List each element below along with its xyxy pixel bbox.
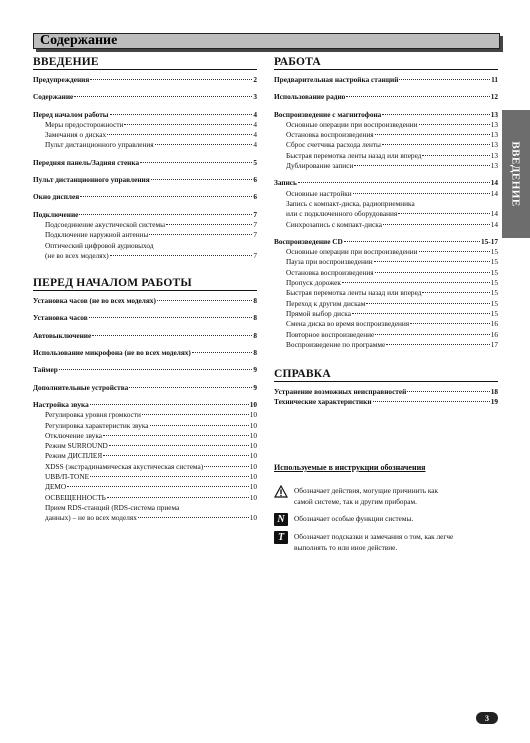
toc-entry-label: ОСВЕЩЕННОСТЬ	[45, 492, 106, 502]
toc-leader-dots	[107, 134, 252, 135]
toc-list	[274, 387, 498, 408]
toc-leader-dots	[375, 272, 490, 273]
toc-entry-label: Прием RDS-станций (RDS-система приема	[45, 502, 180, 512]
tip-icon-glyph: T	[277, 532, 285, 543]
toc-section-operation	[274, 56, 498, 350]
legend-item-tip	[274, 531, 498, 553]
toc-entry-page: 14	[490, 209, 498, 219]
toc-entry-label: Технические характеристики	[274, 397, 372, 407]
page-number: 3	[485, 713, 489, 723]
toc-entry-page: 14	[490, 219, 498, 229]
toc-leader-dots	[129, 387, 252, 388]
toc-leader-dots	[192, 352, 252, 353]
toc-entry	[33, 503, 257, 513]
toc-entry-label: Содержание	[33, 92, 74, 102]
toc-entry-label: Использование микрофона (не во всех моделях)	[33, 348, 191, 358]
toc-leader-dots	[374, 261, 490, 262]
toc-entry-page: 10	[249, 420, 257, 430]
toc-entry-label: Устранение возможных неисправностей	[274, 387, 407, 397]
toc-entry	[33, 313, 257, 323]
toc-entry-label: Переход к другим дискам	[286, 298, 366, 308]
toc-leader-dots	[346, 96, 489, 97]
toc-leader-dots	[79, 214, 252, 215]
toc-entry	[33, 92, 257, 102]
toc-entry	[274, 140, 498, 150]
toc-entry	[274, 209, 498, 219]
toc-leader-dots	[90, 79, 252, 80]
toc-entry-page: 10	[249, 430, 257, 440]
toc-leader-dots	[67, 486, 249, 487]
toc-leader-dots	[354, 165, 489, 166]
toc-leader-dots	[399, 79, 490, 80]
toc-entry-label: данных) – не во всех моделях	[45, 513, 137, 523]
legend-title: Используемые в инструкции обозначения	[274, 463, 426, 472]
toc-entry	[274, 299, 498, 309]
toc-section-reference	[274, 368, 498, 408]
toc-entry	[33, 331, 257, 341]
toc-list	[274, 75, 498, 350]
toc-leader-dots	[110, 114, 253, 115]
toc-entry-label: Подключение наружной антенны	[45, 230, 149, 240]
toc-entry	[274, 330, 498, 340]
toc-leader-dots	[107, 497, 249, 498]
toc-entry-label: Настройка звука	[33, 399, 89, 409]
toc-entry-label: Дублирование записи	[286, 161, 354, 171]
toc-entry-label: Установка часов	[33, 313, 88, 323]
toc-entry-label: Замечания о дисках	[45, 130, 107, 140]
toc-entry-label: Смена диска во время воспроизведения	[286, 319, 410, 329]
toc-leader-dots	[89, 317, 253, 318]
toc-entry	[33, 431, 257, 441]
note-icon	[274, 513, 288, 526]
toc-entry	[274, 178, 498, 188]
toc-entry-label: Оптический цифровой аудиовыход	[45, 240, 154, 250]
toc-entry-label: Использование радио	[274, 92, 346, 102]
toc-entry-label: Основные операции при воспроизведении	[286, 119, 418, 129]
section-title: ПЕРЕД НАЧАЛОМ РАБОТЫ	[33, 277, 257, 291]
toc-entry	[274, 120, 498, 130]
toc-entry-page: 7	[253, 230, 257, 240]
toc-leader-dots	[398, 213, 489, 214]
toc-entry	[33, 365, 257, 375]
toc-entry-page: 7	[253, 250, 257, 260]
section-title: ВВЕДЕНИЕ	[33, 56, 257, 70]
toc-entry-page: 15	[490, 278, 498, 288]
toc-entry	[33, 75, 257, 85]
toc-entry-label: Меры предосторожности	[45, 119, 124, 129]
toc-entry-label: Быстрая перемотка ленты назад или вперед	[286, 150, 422, 160]
warning-icon	[274, 485, 288, 498]
toc-entry-label: Быстрая перемотка ленты назад или вперед	[286, 288, 422, 298]
toc-entry-page: 13	[490, 140, 498, 150]
toc-leader-dots	[149, 234, 252, 235]
toc-list	[33, 75, 257, 261]
toc-entry-page: 4	[253, 140, 257, 150]
toc-entry	[274, 288, 498, 298]
toc-entry-page: 15-17	[480, 236, 498, 246]
toc-entry	[33, 410, 257, 420]
toc-leader-dots	[352, 313, 490, 314]
toc-entry	[274, 268, 498, 278]
legend-text	[294, 485, 438, 507]
toc-entry	[33, 348, 257, 358]
toc-leader-dots	[366, 303, 489, 304]
toc-section-intro	[33, 56, 257, 261]
toc-entry-label: Окно дисплея	[33, 192, 80, 202]
toc-entry	[33, 120, 257, 130]
toc-entry-page: 8	[253, 330, 257, 340]
toc-entry-label: (не во всех моделях)	[45, 250, 109, 260]
toc-entry	[274, 237, 498, 247]
left-column	[33, 56, 257, 524]
toc-entry-page: 17	[490, 339, 498, 349]
toc-entry	[33, 110, 257, 120]
toc-entry	[274, 199, 498, 209]
toc-entry-label: Остановка воспроизведения	[286, 267, 374, 277]
toc-entry-label: Автовыключение	[33, 330, 92, 340]
toc-entry-label: Воспроизведение CD	[274, 236, 343, 246]
toc-entry	[33, 513, 257, 523]
toc-entry	[274, 387, 498, 397]
toc-entry-page: 10	[249, 492, 257, 502]
toc-entry-page: 10	[249, 472, 257, 482]
toc-entry-label: Отключение звука	[45, 430, 102, 440]
toc-entry-label: Подключение	[33, 209, 79, 219]
toc-leader-dots	[150, 425, 249, 426]
toc-leader-dots	[103, 435, 249, 436]
legend-text-line: самой системе, так и другим приборам.	[294, 497, 417, 506]
toc-list	[33, 296, 257, 523]
toc-entry-page: 14	[490, 188, 498, 198]
toc-entry-page: 5	[253, 157, 257, 167]
toc-leader-dots	[124, 124, 252, 125]
toc-entry	[33, 441, 257, 451]
toc-entry-page: 10	[249, 399, 257, 409]
toc-leader-dots	[155, 144, 253, 145]
toc-entry	[274, 319, 498, 329]
toc-leader-dots	[151, 179, 253, 180]
toc-entry	[33, 472, 257, 482]
toc-entry	[33, 192, 257, 202]
toc-entry-label: Передняя панель/Задняя стенка	[33, 157, 140, 167]
toc-leader-dots	[109, 445, 249, 446]
toc-entry-label: Запись с компакт-диска, радиоприемника	[286, 198, 415, 208]
toc-entry	[274, 75, 498, 85]
toc-leader-dots	[353, 193, 490, 194]
toc-entry-page: 8	[253, 348, 257, 358]
note-icon-glyph: N	[277, 514, 285, 525]
toc-entry-page: 6	[253, 175, 257, 185]
toc-leader-dots	[142, 414, 249, 415]
toc-entry	[33, 210, 257, 220]
toc-entry-page: 15	[490, 257, 498, 267]
section-title: РАБОТА	[274, 56, 498, 70]
legend-text	[294, 531, 453, 553]
toc-entry-label: Регулировка характеристик звука	[45, 420, 149, 430]
toc-entry-page: 13	[490, 130, 498, 140]
toc-entry	[274, 309, 498, 319]
toc-leader-dots	[92, 335, 252, 336]
toc-leader-dots	[103, 455, 248, 456]
toc-leader-dots	[410, 323, 490, 324]
toc-entry-label: Основные операции при воспроизведении	[286, 247, 418, 257]
toc-leader-dots	[419, 251, 490, 252]
toc-entry	[274, 340, 498, 350]
toc-leader-dots	[59, 369, 253, 370]
toc-leader-dots	[382, 114, 489, 115]
toc-leader-dots	[298, 182, 490, 183]
toc-leader-dots	[80, 196, 252, 197]
toc-entry-page: 10	[249, 410, 257, 420]
toc-entry-page: 15	[490, 288, 498, 298]
toc-entry	[274, 151, 498, 161]
toc-leader-dots	[344, 241, 480, 242]
toc-entry	[33, 251, 257, 261]
legend-text-line: Обозначает действия, могущие причинить как	[294, 486, 439, 495]
toc-leader-dots	[138, 517, 249, 518]
toc-entry-label: Пульт дистанционного управления	[45, 140, 154, 150]
toc-entry-label: UBB/П-TONE	[45, 472, 90, 482]
toc-entry-page: 13	[490, 109, 498, 119]
legend-text-line: выполнять то или иное действие.	[294, 543, 398, 552]
toc-entry-page: 8	[253, 296, 257, 306]
toc-leader-dots	[386, 344, 489, 345]
side-tab-label: ВВЕДЕНИЕ	[510, 141, 522, 207]
legend-item-warning	[274, 485, 498, 507]
toc-entry	[33, 140, 257, 150]
toc-leader-dots	[382, 144, 490, 145]
toc-entry-page: 10	[249, 482, 257, 492]
toc-leader-dots	[383, 224, 490, 225]
toc-entry-label: Подсоединение акустической системы	[45, 219, 166, 229]
toc-entry	[274, 220, 498, 230]
toc-leader-dots	[342, 282, 490, 283]
toc-entry-page: 2	[253, 75, 257, 84]
toc-entry	[274, 397, 498, 407]
toc-entry-label: Режим SURROUND	[45, 441, 108, 451]
toc-entry-label: Основные настройки	[286, 188, 352, 198]
toc-entry-page: 11	[491, 75, 498, 84]
toc-entry-page: 10	[249, 451, 257, 461]
toc-entry-page: 15	[490, 308, 498, 318]
toc-leader-dots	[110, 255, 253, 256]
toc-entry-page: 14	[490, 178, 498, 188]
toc-entry-page: 10	[249, 461, 257, 471]
toc-entry-label: Воспроизведение с магнитофона	[274, 109, 382, 119]
toc-entry	[33, 383, 257, 393]
side-tab	[502, 110, 530, 238]
toc-entry	[33, 230, 257, 240]
toc-entry	[274, 278, 498, 288]
toc-entry	[33, 130, 257, 140]
toc-entry-label: Пульт дистанционного управления	[33, 175, 150, 185]
toc-entry-page: 16	[490, 329, 498, 339]
toc-entry-label: Установка часов (не во всех моделях)	[33, 296, 156, 306]
toc-entry-page: 3	[253, 92, 257, 102]
toc-entry-page: 13	[490, 150, 498, 160]
toc-leader-dots	[422, 292, 489, 293]
toc-entry-page: 18	[490, 387, 498, 397]
toc-entry-label: Воспроизведение по программе	[286, 339, 386, 349]
toc-leader-dots	[373, 401, 490, 402]
toc-entry	[274, 161, 498, 171]
toc-entry-label: Перед началом работы	[33, 109, 109, 119]
toc-leader-dots	[422, 155, 489, 156]
toc-entry-label: Запись	[274, 178, 297, 188]
toc-entry-label: Режим ДИСПЛЕЯ	[45, 451, 103, 461]
page-title: Содержание	[40, 33, 118, 48]
toc-entry-page: 4	[253, 119, 257, 129]
toc-leader-dots	[157, 300, 252, 301]
toc-entry-page: 9	[253, 365, 257, 375]
toc-entry-page: 13	[490, 161, 498, 171]
toc-entry-page: 12	[490, 92, 498, 102]
toc-entry-page: 6	[253, 192, 257, 202]
toc-entry	[274, 247, 498, 257]
toc-entry-page: 15	[490, 267, 498, 277]
toc-entry-page: 15	[490, 247, 498, 257]
section-title: СПРАВКА	[274, 368, 498, 382]
toc-entry-label: Повторное воспроизведение	[286, 329, 375, 339]
legend-text-line: Обозначает особые функции системы.	[294, 514, 414, 523]
toc-entry-label: XDSS (экстрадинамическая акустическая система)	[45, 461, 204, 471]
toc-entry-label: Дополнительные устройства	[33, 382, 129, 392]
toc-entry	[33, 158, 257, 168]
toc-entry-label: ДЕМО	[45, 482, 67, 492]
toc-leader-dots	[375, 134, 490, 135]
toc-entry-label: Остановка воспроизведения	[286, 130, 374, 140]
toc-entry	[274, 110, 498, 120]
toc-entry-label: Таймер	[33, 365, 58, 375]
toc-entry	[274, 257, 498, 267]
toc-entry	[33, 400, 257, 410]
toc-entry	[33, 296, 257, 306]
toc-leader-dots	[407, 391, 489, 392]
toc-entry	[33, 462, 257, 472]
toc-entry-label: Синхрозапись с компакт-диска	[286, 219, 382, 229]
toc-entry-label: Прямой выбор диска	[286, 308, 351, 318]
toc-entry	[33, 175, 257, 185]
toc-entry-page: 7	[253, 209, 257, 219]
legend-text-line: Обозначает подсказки и замечания о том, как легче	[294, 532, 454, 541]
toc-entry	[33, 220, 257, 230]
toc-entry	[33, 241, 257, 251]
toc-entry-label: Предупреждения	[33, 75, 90, 84]
toc-entry-label: Пропуск дорожек	[286, 278, 341, 288]
toc-entry-page: 19	[490, 397, 498, 407]
toc-entry	[33, 451, 257, 461]
toc-leader-dots	[140, 162, 252, 163]
legend-text	[294, 513, 413, 524]
right-column	[274, 56, 498, 408]
tip-icon	[274, 531, 288, 544]
toc-entry-page: 16	[490, 319, 498, 329]
toc-section-before-start	[33, 277, 257, 523]
toc-entry-page: 13	[490, 119, 498, 129]
toc-entry-page: 10	[249, 441, 257, 451]
toc-entry-page: 9	[253, 382, 257, 392]
toc-entry-page: 7	[253, 219, 257, 229]
page-number-badge	[476, 712, 498, 724]
toc-leader-dots	[90, 404, 249, 405]
toc-entry-page: 10	[249, 513, 257, 523]
toc-entry-label: Регулировка уровня громкости	[45, 410, 141, 420]
toc-entry	[274, 130, 498, 140]
toc-entry-page: 4	[253, 109, 257, 119]
toc-entry-label: Сброс счетчика расхода ленты	[286, 140, 381, 150]
toc-entry-label: Предварительная настройка станций	[274, 75, 399, 84]
toc-leader-dots	[419, 124, 490, 125]
legend-item-note	[274, 513, 498, 526]
toc-leader-dots	[74, 96, 252, 97]
toc-entry	[33, 493, 257, 503]
toc-leader-dots	[375, 334, 489, 335]
toc-leader-dots	[90, 476, 249, 477]
toc-entry-page: 15	[490, 298, 498, 308]
toc-entry-page: 4	[253, 130, 257, 140]
header-bar	[33, 33, 500, 49]
toc-entry	[33, 482, 257, 492]
toc-entry-page: 8	[253, 313, 257, 323]
toc-entry	[33, 421, 257, 431]
toc-leader-dots	[204, 466, 249, 467]
toc-entry	[274, 92, 498, 102]
toc-entry-label: или с подключенного оборудования	[286, 209, 398, 219]
toc-entry-label: Пауза при воспроизведении	[286, 257, 373, 267]
toc-entry	[274, 189, 498, 199]
toc-leader-dots	[166, 224, 252, 225]
